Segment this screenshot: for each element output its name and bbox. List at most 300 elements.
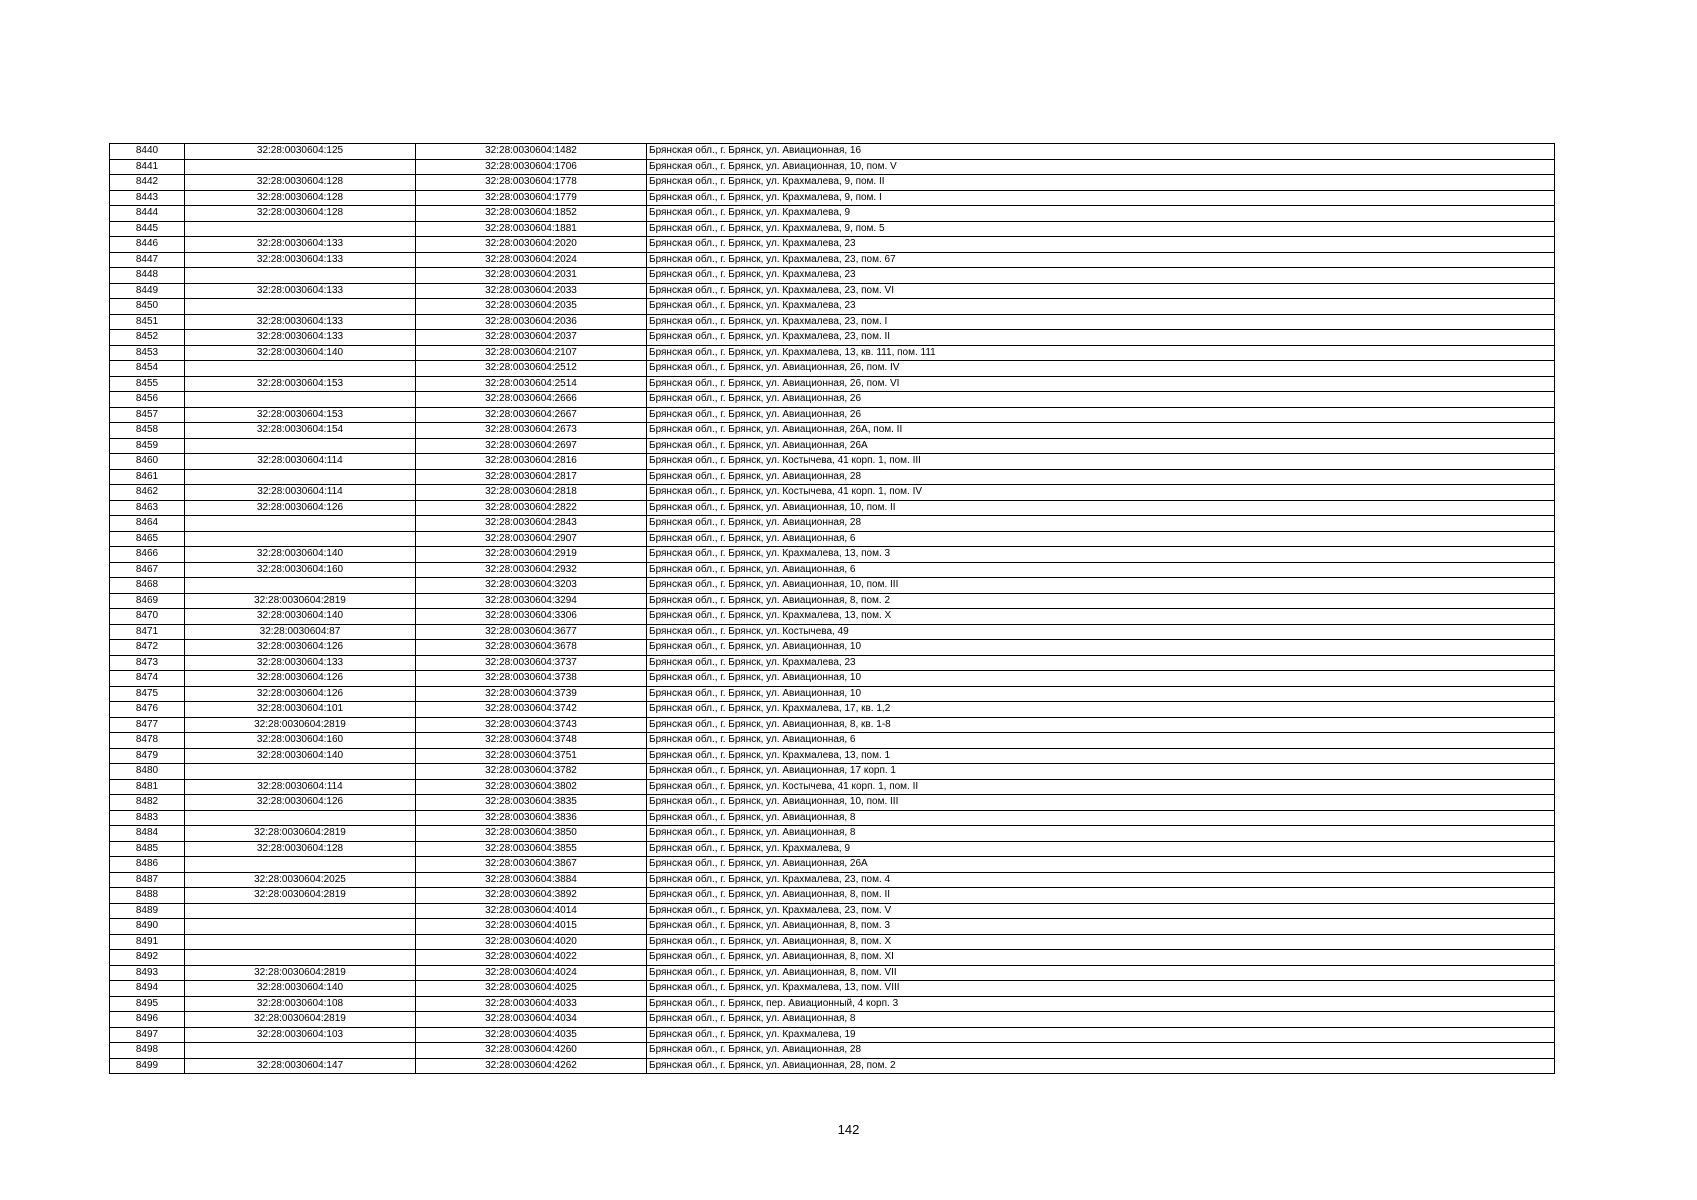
row-number-cell: 8475 xyxy=(110,686,185,702)
table-row xyxy=(110,717,1555,733)
cadastral-number-cell: 32:28:0030604:3892 xyxy=(416,888,647,904)
cadastral-number-cell: 32:28:0030604:2697 xyxy=(416,438,647,454)
parent-cadastral-number-cell: 32:28:0030604:126 xyxy=(185,500,416,516)
row-number-cell: 8474 xyxy=(110,671,185,687)
row-number-cell: 8486 xyxy=(110,857,185,873)
row-number-cell: 8492 xyxy=(110,950,185,966)
row-number-cell: 8470 xyxy=(110,609,185,625)
address-cell: Брянская обл., г. Брянск, ул. Авиационная, 26А xyxy=(647,857,1555,873)
row-number-cell: 8450 xyxy=(110,299,185,315)
address-cell: Брянская обл., г. Брянск, ул. Авиационная, 26, пом. IV xyxy=(647,361,1555,377)
table-row xyxy=(110,221,1555,237)
table-row xyxy=(110,996,1555,1012)
address-cell: Брянская обл., г. Брянск, ул. Авиационная, 17 корп. 1 xyxy=(647,764,1555,780)
parent-cadastral-number-cell: 32:28:0030604:114 xyxy=(185,485,416,501)
row-number-cell: 8484 xyxy=(110,826,185,842)
table-row xyxy=(110,1058,1555,1074)
table-row xyxy=(110,206,1555,222)
table-row xyxy=(110,330,1555,346)
cadastral-number-cell: 32:28:0030604:2512 xyxy=(416,361,647,377)
table-row xyxy=(110,686,1555,702)
table-row xyxy=(110,810,1555,826)
registry-table xyxy=(109,143,1555,1074)
cadastral-number-cell: 32:28:0030604:2673 xyxy=(416,423,647,439)
address-cell: Брянская обл., г. Брянск, ул. Крахмалева, 13, пом. 1 xyxy=(647,748,1555,764)
address-cell: Брянская обл., г. Брянск, ул. Крахмалева, 9 xyxy=(647,841,1555,857)
parent-cadastral-number-cell: 32:28:0030604:2819 xyxy=(185,965,416,981)
address-cell: Брянская обл., г. Брянск, ул. Авиационная, 16 xyxy=(647,144,1555,160)
cadastral-number-cell: 32:28:0030604:3748 xyxy=(416,733,647,749)
table-row xyxy=(110,562,1555,578)
table-row xyxy=(110,671,1555,687)
row-number-cell: 8499 xyxy=(110,1058,185,1074)
cadastral-number-cell: 32:28:0030604:4035 xyxy=(416,1027,647,1043)
cadastral-number-cell: 32:28:0030604:3306 xyxy=(416,609,647,625)
address-cell: Брянская обл., г. Брянск, ул. Авиационная, 8, пом. XI xyxy=(647,950,1555,966)
cadastral-number-cell: 32:28:0030604:2816 xyxy=(416,454,647,470)
address-cell: Брянская обл., г. Брянск, ул. Крахмалева, 23, пом. V xyxy=(647,903,1555,919)
table-row xyxy=(110,159,1555,175)
parent-cadastral-number-cell xyxy=(185,392,416,408)
table-row xyxy=(110,841,1555,857)
address-cell: Брянская обл., г. Брянск, ул. Крахмалева, 17, кв. 1,2 xyxy=(647,702,1555,718)
table-row xyxy=(110,826,1555,842)
address-cell: Брянская обл., г. Брянск, ул. Авиационная, 28 xyxy=(647,516,1555,532)
cadastral-number-cell: 32:28:0030604:2107 xyxy=(416,345,647,361)
row-number-cell: 8490 xyxy=(110,919,185,935)
cadastral-number-cell: 32:28:0030604:2514 xyxy=(416,376,647,392)
table-row xyxy=(110,888,1555,904)
parent-cadastral-number-cell: 32:28:0030604:153 xyxy=(185,376,416,392)
cadastral-number-cell: 32:28:0030604:3743 xyxy=(416,717,647,733)
table-row xyxy=(110,237,1555,253)
parent-cadastral-number-cell: 32:28:0030604:2819 xyxy=(185,888,416,904)
table-row xyxy=(110,190,1555,206)
parent-cadastral-number-cell xyxy=(185,221,416,237)
row-number-cell: 8444 xyxy=(110,206,185,222)
parent-cadastral-number-cell xyxy=(185,578,416,594)
cadastral-number-cell: 32:28:0030604:2033 xyxy=(416,283,647,299)
row-number-cell: 8459 xyxy=(110,438,185,454)
parent-cadastral-number-cell xyxy=(185,1043,416,1059)
row-number-cell: 8458 xyxy=(110,423,185,439)
cadastral-number-cell: 32:28:0030604:3802 xyxy=(416,779,647,795)
table-row xyxy=(110,593,1555,609)
cadastral-number-cell: 32:28:0030604:2919 xyxy=(416,547,647,563)
parent-cadastral-number-cell xyxy=(185,919,416,935)
parent-cadastral-number-cell: 32:28:0030604:133 xyxy=(185,237,416,253)
parent-cadastral-number-cell: 32:28:0030604:128 xyxy=(185,175,416,191)
row-number-cell: 8465 xyxy=(110,531,185,547)
cadastral-number-cell: 32:28:0030604:3677 xyxy=(416,624,647,640)
address-cell: Брянская обл., г. Брянск, ул. Костычева, 41 корп. 1, пом. III xyxy=(647,454,1555,470)
row-number-cell: 8464 xyxy=(110,516,185,532)
row-number-cell: 8497 xyxy=(110,1027,185,1043)
table-row xyxy=(110,903,1555,919)
table-row xyxy=(110,779,1555,795)
address-cell: Брянская обл., г. Брянск, ул. Крахмалева, 13, пом. VIII xyxy=(647,981,1555,997)
cadastral-number-cell: 32:28:0030604:2907 xyxy=(416,531,647,547)
address-cell: Брянская обл., г. Брянск, ул. Авиационная, 8, кв. 1-8 xyxy=(647,717,1555,733)
parent-cadastral-number-cell: 32:28:0030604:133 xyxy=(185,252,416,268)
cadastral-number-cell: 32:28:0030604:2667 xyxy=(416,407,647,423)
cadastral-number-cell: 32:28:0030604:4020 xyxy=(416,934,647,950)
row-number-cell: 8483 xyxy=(110,810,185,826)
table-row xyxy=(110,283,1555,299)
address-cell: Брянская обл., г. Брянск, ул. Авиационная, 8, пом. X xyxy=(647,934,1555,950)
row-number-cell: 8487 xyxy=(110,872,185,888)
address-cell: Брянская обл., г. Брянск, ул. Авиационная, 6 xyxy=(647,562,1555,578)
cadastral-number-cell: 32:28:0030604:1881 xyxy=(416,221,647,237)
table-row xyxy=(110,376,1555,392)
parent-cadastral-number-cell: 32:28:0030604:140 xyxy=(185,981,416,997)
cadastral-number-cell: 32:28:0030604:4025 xyxy=(416,981,647,997)
table-row xyxy=(110,748,1555,764)
page-number: 142 xyxy=(837,1122,860,1137)
cadastral-number-cell: 32:28:0030604:3855 xyxy=(416,841,647,857)
cadastral-number-cell: 32:28:0030604:3782 xyxy=(416,764,647,780)
row-number-cell: 8478 xyxy=(110,733,185,749)
row-number-cell: 8451 xyxy=(110,314,185,330)
cadastral-number-cell: 32:28:0030604:2031 xyxy=(416,268,647,284)
address-cell: Брянская обл., г. Брянск, ул. Крахмалева, 13, кв. 111, пом. 111 xyxy=(647,345,1555,361)
parent-cadastral-number-cell: 32:28:0030604:125 xyxy=(185,144,416,160)
address-cell: Брянская обл., г. Брянск, ул. Крахмалева, 23, пом. 4 xyxy=(647,872,1555,888)
address-cell: Брянская обл., г. Брянск, ул. Авиационная, 26 xyxy=(647,407,1555,423)
table-row xyxy=(110,950,1555,966)
address-cell: Брянская обл., г. Брянск, ул. Костычева, 41 корп. 1, пом. IV xyxy=(647,485,1555,501)
parent-cadastral-number-cell: 32:28:0030604:140 xyxy=(185,609,416,625)
table-row xyxy=(110,438,1555,454)
cadastral-number-cell: 32:28:0030604:4260 xyxy=(416,1043,647,1059)
row-number-cell: 8471 xyxy=(110,624,185,640)
address-cell: Брянская обл., г. Брянск, ул. Крахмалева, 9 xyxy=(647,206,1555,222)
cadastral-number-cell: 32:28:0030604:4015 xyxy=(416,919,647,935)
cadastral-number-cell: 32:28:0030604:3737 xyxy=(416,655,647,671)
cadastral-number-cell: 32:28:0030604:3836 xyxy=(416,810,647,826)
table-row xyxy=(110,1027,1555,1043)
cadastral-number-cell: 32:28:0030604:3867 xyxy=(416,857,647,873)
address-cell: Брянская обл., г. Брянск, ул. Авиационная, 10 xyxy=(647,686,1555,702)
parent-cadastral-number-cell: 32:28:0030604:108 xyxy=(185,996,416,1012)
cadastral-number-cell: 32:28:0030604:2822 xyxy=(416,500,647,516)
address-cell: Брянская обл., г. Брянск, ул. Авиационная, 10 xyxy=(647,671,1555,687)
parent-cadastral-number-cell: 32:28:0030604:128 xyxy=(185,206,416,222)
table-row xyxy=(110,454,1555,470)
address-cell: Брянская обл., г. Брянск, ул. Крахмалева, 9, пом. 5 xyxy=(647,221,1555,237)
table-row xyxy=(110,407,1555,423)
parent-cadastral-number-cell xyxy=(185,903,416,919)
cadastral-number-cell: 32:28:0030604:2666 xyxy=(416,392,647,408)
parent-cadastral-number-cell: 32:28:0030604:133 xyxy=(185,330,416,346)
row-number-cell: 8494 xyxy=(110,981,185,997)
row-number-cell: 8440 xyxy=(110,144,185,160)
table-row xyxy=(110,934,1555,950)
row-number-cell: 8481 xyxy=(110,779,185,795)
parent-cadastral-number-cell: 32:28:0030604:126 xyxy=(185,795,416,811)
row-number-cell: 8480 xyxy=(110,764,185,780)
parent-cadastral-number-cell xyxy=(185,159,416,175)
table-row xyxy=(110,733,1555,749)
address-cell: Брянская обл., г. Брянск, ул. Крахмалева, 23 xyxy=(647,299,1555,315)
row-number-cell: 8461 xyxy=(110,469,185,485)
address-cell: Брянская обл., г. Брянск, ул. Крахмалева, 19 xyxy=(647,1027,1555,1043)
table-row xyxy=(110,965,1555,981)
row-number-cell: 8445 xyxy=(110,221,185,237)
cadastral-number-cell: 32:28:0030604:4024 xyxy=(416,965,647,981)
cadastral-number-cell: 32:28:0030604:2932 xyxy=(416,562,647,578)
table-row xyxy=(110,919,1555,935)
address-cell: Брянская обл., г. Брянск, ул. Крахмалева, 13, пом. 3 xyxy=(647,547,1555,563)
row-number-cell: 8477 xyxy=(110,717,185,733)
parent-cadastral-number-cell xyxy=(185,810,416,826)
row-number-cell: 8469 xyxy=(110,593,185,609)
table-row xyxy=(110,624,1555,640)
table-row xyxy=(110,702,1555,718)
address-cell: Брянская обл., г. Брянск, ул. Авиационная, 8, пом. 2 xyxy=(647,593,1555,609)
address-cell: Брянская обл., г. Брянск, ул. Авиационная, 28 xyxy=(647,469,1555,485)
address-cell: Брянская обл., г. Брянск, ул. Авиационная, 28 xyxy=(647,1043,1555,1059)
parent-cadastral-number-cell: 32:28:0030604:128 xyxy=(185,841,416,857)
address-cell: Брянская обл., г. Брянск, ул. Авиационная, 8, пом. VII xyxy=(647,965,1555,981)
table-row xyxy=(110,795,1555,811)
address-cell: Брянская обл., г. Брянск, ул. Авиационная, 8 xyxy=(647,826,1555,842)
address-cell: Брянская обл., г. Брянск, пер. Авиационный, 4 корп. 3 xyxy=(647,996,1555,1012)
row-number-cell: 8495 xyxy=(110,996,185,1012)
row-number-cell: 8446 xyxy=(110,237,185,253)
table-row xyxy=(110,299,1555,315)
address-cell: Брянская обл., г. Брянск, ул. Авиационная, 26А xyxy=(647,438,1555,454)
parent-cadastral-number-cell xyxy=(185,299,416,315)
parent-cadastral-number-cell: 32:28:0030604:153 xyxy=(185,407,416,423)
parent-cadastral-number-cell: 32:28:0030604:154 xyxy=(185,423,416,439)
parent-cadastral-number-cell: 32:28:0030604:2819 xyxy=(185,1012,416,1028)
table-row xyxy=(110,500,1555,516)
row-number-cell: 8443 xyxy=(110,190,185,206)
parent-cadastral-number-cell: 32:28:0030604:126 xyxy=(185,640,416,656)
table-row xyxy=(110,531,1555,547)
table-row xyxy=(110,1012,1555,1028)
row-number-cell: 8441 xyxy=(110,159,185,175)
row-number-cell: 8452 xyxy=(110,330,185,346)
address-cell: Брянская обл., г. Брянск, ул. Авиационная, 8, пом. 3 xyxy=(647,919,1555,935)
cadastral-number-cell: 32:28:0030604:3884 xyxy=(416,872,647,888)
address-cell: Брянская обл., г. Брянск, ул. Крахмалева, 9, пом. II xyxy=(647,175,1555,191)
parent-cadastral-number-cell xyxy=(185,764,416,780)
row-number-cell: 8462 xyxy=(110,485,185,501)
parent-cadastral-number-cell: 32:28:0030604:140 xyxy=(185,748,416,764)
row-number-cell: 8466 xyxy=(110,547,185,563)
row-number-cell: 8453 xyxy=(110,345,185,361)
parent-cadastral-number-cell: 32:28:0030604:133 xyxy=(185,655,416,671)
cadastral-number-cell: 32:28:0030604:1779 xyxy=(416,190,647,206)
cadastral-number-cell: 32:28:0030604:1706 xyxy=(416,159,647,175)
parent-cadastral-number-cell: 32:28:0030604:140 xyxy=(185,547,416,563)
cadastral-number-cell: 32:28:0030604:4262 xyxy=(416,1058,647,1074)
cadastral-number-cell: 32:28:0030604:1852 xyxy=(416,206,647,222)
row-number-cell: 8447 xyxy=(110,252,185,268)
row-number-cell: 8482 xyxy=(110,795,185,811)
table-row xyxy=(110,578,1555,594)
parent-cadastral-number-cell: 32:28:0030604:87 xyxy=(185,624,416,640)
parent-cadastral-number-cell: 32:28:0030604:133 xyxy=(185,314,416,330)
table-row xyxy=(110,640,1555,656)
table-row xyxy=(110,981,1555,997)
parent-cadastral-number-cell xyxy=(185,857,416,873)
parent-cadastral-number-cell xyxy=(185,934,416,950)
parent-cadastral-number-cell: 32:28:0030604:2025 xyxy=(185,872,416,888)
table-row xyxy=(110,392,1555,408)
parent-cadastral-number-cell: 32:28:0030604:2819 xyxy=(185,593,416,609)
address-cell: Брянская обл., г. Брянск, ул. Авиационная, 10 xyxy=(647,640,1555,656)
address-cell: Брянская обл., г. Брянск, ул. Авиационная, 8 xyxy=(647,810,1555,826)
row-number-cell: 8457 xyxy=(110,407,185,423)
parent-cadastral-number-cell: 32:28:0030604:103 xyxy=(185,1027,416,1043)
row-number-cell: 8463 xyxy=(110,500,185,516)
address-cell: Брянская обл., г. Брянск, ул. Авиационная, 10, пом. III xyxy=(647,795,1555,811)
table-row xyxy=(110,764,1555,780)
address-cell: Брянская обл., г. Брянск, ул. Авиационная, 8, пом. II xyxy=(647,888,1555,904)
row-number-cell: 8442 xyxy=(110,175,185,191)
row-number-cell: 8473 xyxy=(110,655,185,671)
cadastral-number-cell: 32:28:0030604:3850 xyxy=(416,826,647,842)
parent-cadastral-number-cell: 32:28:0030604:2819 xyxy=(185,717,416,733)
row-number-cell: 8488 xyxy=(110,888,185,904)
table-row xyxy=(110,144,1555,160)
address-cell: Брянская обл., г. Брянск, ул. Крахмалева, 23 xyxy=(647,655,1555,671)
address-cell: Брянская обл., г. Брянск, ул. Авиационная, 28, пом. 2 xyxy=(647,1058,1555,1074)
row-number-cell: 8479 xyxy=(110,748,185,764)
address-cell: Брянская обл., г. Брянск, ул. Крахмалева, 23 xyxy=(647,237,1555,253)
table-row xyxy=(110,857,1555,873)
address-cell: Брянская обл., г. Брянск, ул. Авиационная, 26, пом. VI xyxy=(647,376,1555,392)
address-cell: Брянская обл., г. Брянск, ул. Крахмалева, 23, пом. VI xyxy=(647,283,1555,299)
row-number-cell: 8460 xyxy=(110,454,185,470)
parent-cadastral-number-cell: 32:28:0030604:160 xyxy=(185,733,416,749)
address-cell: Брянская обл., г. Брянск, ул. Крахмалева, 13, пом. X xyxy=(647,609,1555,625)
parent-cadastral-number-cell: 32:28:0030604:147 xyxy=(185,1058,416,1074)
address-cell: Брянская обл., г. Брянск, ул. Авиационная, 6 xyxy=(647,733,1555,749)
address-cell: Брянская обл., г. Брянск, ул. Авиационная, 10, пом. V xyxy=(647,159,1555,175)
parent-cadastral-number-cell xyxy=(185,531,416,547)
row-number-cell: 8455 xyxy=(110,376,185,392)
cadastral-number-cell: 32:28:0030604:2036 xyxy=(416,314,647,330)
parent-cadastral-number-cell xyxy=(185,950,416,966)
row-number-cell: 8491 xyxy=(110,934,185,950)
row-number-cell: 8467 xyxy=(110,562,185,578)
cadastral-number-cell: 32:28:0030604:3203 xyxy=(416,578,647,594)
row-number-cell: 8448 xyxy=(110,268,185,284)
row-number-cell: 8472 xyxy=(110,640,185,656)
cadastral-number-cell: 32:28:0030604:4014 xyxy=(416,903,647,919)
address-cell: Брянская обл., г. Брянск, ул. Авиационная, 10, пом. II xyxy=(647,500,1555,516)
address-cell: Брянская обл., г. Брянск, ул. Крахмалева, 9, пом. I xyxy=(647,190,1555,206)
row-number-cell: 8456 xyxy=(110,392,185,408)
row-number-cell: 8468 xyxy=(110,578,185,594)
table-row xyxy=(110,609,1555,625)
cadastral-number-cell: 32:28:0030604:2818 xyxy=(416,485,647,501)
cadastral-number-cell: 32:28:0030604:2024 xyxy=(416,252,647,268)
table-row xyxy=(110,268,1555,284)
table-row xyxy=(110,345,1555,361)
parent-cadastral-number-cell: 32:28:0030604:160 xyxy=(185,562,416,578)
row-number-cell: 8449 xyxy=(110,283,185,299)
parent-cadastral-number-cell xyxy=(185,469,416,485)
row-number-cell: 8454 xyxy=(110,361,185,377)
table-row xyxy=(110,1043,1555,1059)
cadastral-number-cell: 32:28:0030604:2817 xyxy=(416,469,647,485)
address-cell: Брянская обл., г. Брянск, ул. Крахмалева, 23, пом. I xyxy=(647,314,1555,330)
address-cell: Брянская обл., г. Брянск, ул. Крахмалева, 23, пом. 67 xyxy=(647,252,1555,268)
parent-cadastral-number-cell xyxy=(185,268,416,284)
address-cell: Брянская обл., г. Брянск, ул. Авиационная, 26 xyxy=(647,392,1555,408)
cadastral-number-cell: 32:28:0030604:3751 xyxy=(416,748,647,764)
row-number-cell: 8496 xyxy=(110,1012,185,1028)
parent-cadastral-number-cell: 32:28:0030604:128 xyxy=(185,190,416,206)
parent-cadastral-number-cell xyxy=(185,438,416,454)
row-number-cell: 8485 xyxy=(110,841,185,857)
registry-table-body xyxy=(110,144,1555,1074)
parent-cadastral-number-cell: 32:28:0030604:114 xyxy=(185,779,416,795)
cadastral-number-cell: 32:28:0030604:1482 xyxy=(416,144,647,160)
cadastral-number-cell: 32:28:0030604:2037 xyxy=(416,330,647,346)
cadastral-number-cell: 32:28:0030604:3835 xyxy=(416,795,647,811)
cadastral-number-cell: 32:28:0030604:2843 xyxy=(416,516,647,532)
cadastral-number-cell: 32:28:0030604:3294 xyxy=(416,593,647,609)
table-row xyxy=(110,485,1555,501)
address-cell: Брянская обл., г. Брянск, ул. Авиационная, 10, пом. III xyxy=(647,578,1555,594)
parent-cadastral-number-cell: 32:28:0030604:126 xyxy=(185,686,416,702)
parent-cadastral-number-cell xyxy=(185,361,416,377)
address-cell: Брянская обл., г. Брянск, ул. Авиационная, 6 xyxy=(647,531,1555,547)
parent-cadastral-number-cell xyxy=(185,516,416,532)
row-number-cell: 8476 xyxy=(110,702,185,718)
table-row xyxy=(110,361,1555,377)
cadastral-number-cell: 32:28:0030604:4034 xyxy=(416,1012,647,1028)
cadastral-number-cell: 32:28:0030604:3742 xyxy=(416,702,647,718)
parent-cadastral-number-cell: 32:28:0030604:140 xyxy=(185,345,416,361)
cadastral-number-cell: 32:28:0030604:2035 xyxy=(416,299,647,315)
address-cell: Брянская обл., г. Брянск, ул. Крахмалева, 23 xyxy=(647,268,1555,284)
table-row xyxy=(110,872,1555,888)
address-cell: Брянская обл., г. Брянск, ул. Крахмалева, 23, пом. II xyxy=(647,330,1555,346)
table-row xyxy=(110,314,1555,330)
address-cell: Брянская обл., г. Брянск, ул. Костычева, 41 корп. 1, пом. II xyxy=(647,779,1555,795)
cadastral-number-cell: 32:28:0030604:3678 xyxy=(416,640,647,656)
cadastral-number-cell: 32:28:0030604:3738 xyxy=(416,671,647,687)
table-row xyxy=(110,516,1555,532)
address-cell: Брянская обл., г. Брянск, ул. Авиационная, 26А, пом. II xyxy=(647,423,1555,439)
cadastral-number-cell: 32:28:0030604:4022 xyxy=(416,950,647,966)
cadastral-number-cell: 32:28:0030604:2020 xyxy=(416,237,647,253)
address-cell: Брянская обл., г. Брянск, ул. Костычева, 49 xyxy=(647,624,1555,640)
cadastral-number-cell: 32:28:0030604:4033 xyxy=(416,996,647,1012)
cadastral-number-cell: 32:28:0030604:1778 xyxy=(416,175,647,191)
parent-cadastral-number-cell: 32:28:0030604:114 xyxy=(185,454,416,470)
parent-cadastral-number-cell: 32:28:0030604:126 xyxy=(185,671,416,687)
parent-cadastral-number-cell: 32:28:0030604:133 xyxy=(185,283,416,299)
parent-cadastral-number-cell: 32:28:0030604:101 xyxy=(185,702,416,718)
table-row xyxy=(110,423,1555,439)
table-row xyxy=(110,469,1555,485)
row-number-cell: 8489 xyxy=(110,903,185,919)
row-number-cell: 8493 xyxy=(110,965,185,981)
parent-cadastral-number-cell: 32:28:0030604:2819 xyxy=(185,826,416,842)
address-cell: Брянская обл., г. Брянск, ул. Авиационная, 8 xyxy=(647,1012,1555,1028)
cadastral-number-cell: 32:28:0030604:3739 xyxy=(416,686,647,702)
table-row xyxy=(110,547,1555,563)
table-row xyxy=(110,252,1555,268)
